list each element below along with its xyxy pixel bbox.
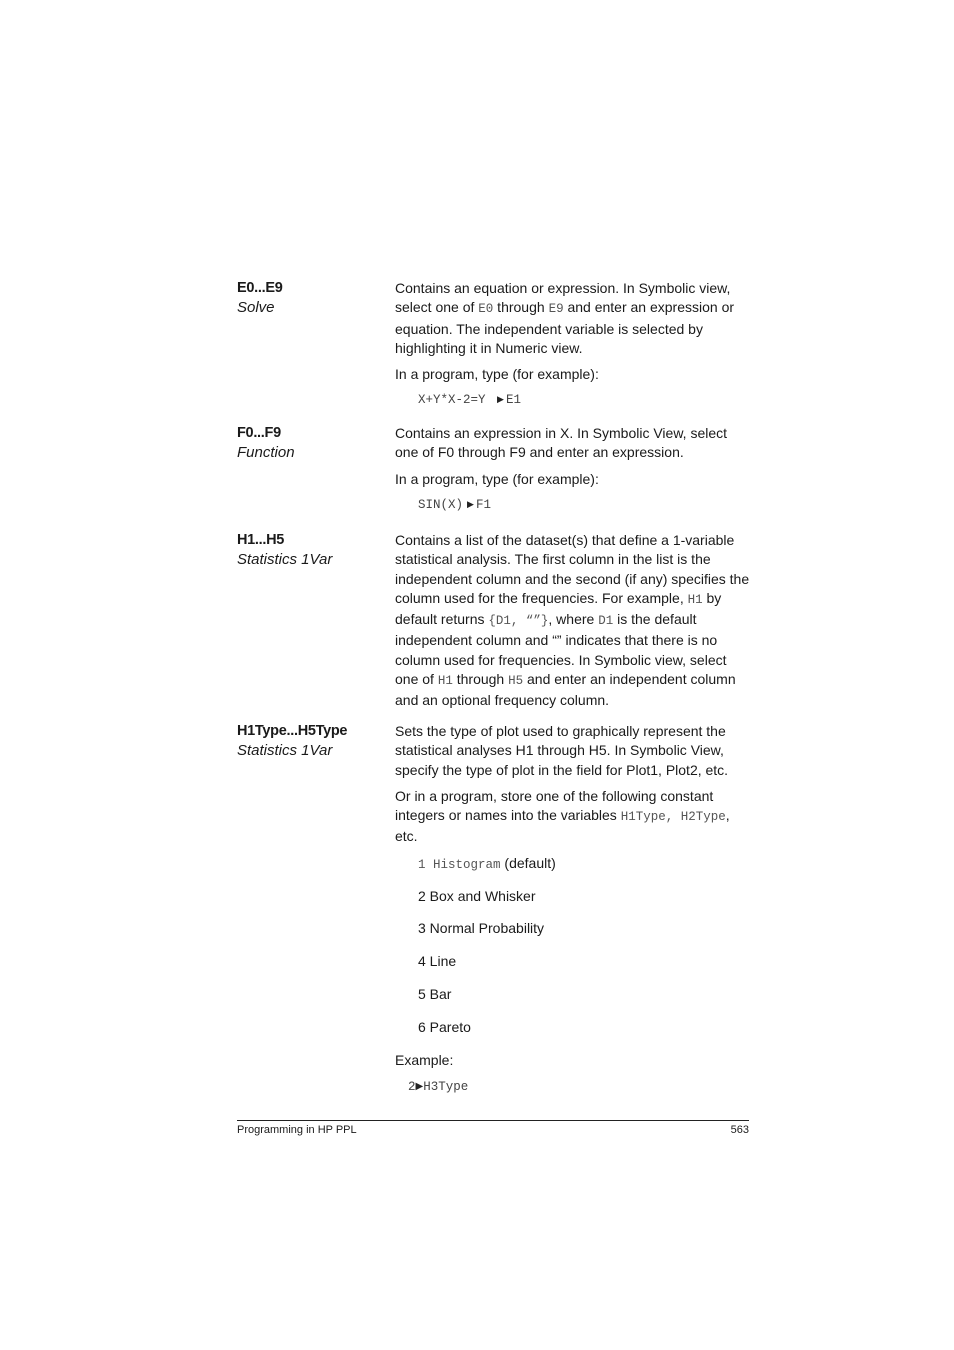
description-paragraph xyxy=(395,279,750,358)
option-note: (default) xyxy=(500,854,556,871)
text: through xyxy=(452,671,509,688)
store-arrow-icon: ▶ xyxy=(467,499,474,510)
code-text: 2 xyxy=(408,1079,416,1094)
code-example xyxy=(395,391,750,410)
store-arrow-icon: ▶ xyxy=(497,395,504,406)
entry-description xyxy=(395,424,750,522)
entry-category: Statistics 1Var xyxy=(237,742,333,759)
page-number: 563 xyxy=(730,1124,749,1136)
text: by default returns xyxy=(395,589,722,628)
code-text: E1 xyxy=(505,393,521,408)
code-example xyxy=(395,496,750,515)
plot-type-option: 5 Bar xyxy=(418,985,452,1002)
plot-type-option xyxy=(395,854,750,880)
code-text: F1 xyxy=(475,497,491,512)
plot-type-option: 4 Line xyxy=(418,953,457,970)
text: Contains an equation or expression. In Symbolic view, select one of xyxy=(395,280,731,316)
store-arrow-icon: ▶ xyxy=(415,1080,424,1092)
plot-type-option: 3 Normal Probability xyxy=(418,920,545,937)
text: Contains a list of the dataset(s) that define a 1-variable statistical analysis. The first column in the list is the independent column and the second (if any) specifies the column used for the frequencies. For example, xyxy=(395,532,750,606)
text: and enter an independent column and an optional frequency column. xyxy=(395,671,736,709)
text: , where xyxy=(548,611,599,628)
text: , etc. xyxy=(395,807,730,845)
variable-name: D1 xyxy=(598,614,614,629)
entry-term xyxy=(237,279,387,317)
code-text: X+Y*X-2=Y xyxy=(418,393,486,408)
entry-category: Statistics 1Var xyxy=(237,551,333,568)
variable-name: H1 xyxy=(437,674,453,689)
variable-name: H1 xyxy=(687,592,703,607)
plot-type-option: 2 Box and Whisker xyxy=(418,887,536,904)
description-paragraph: Sets the type of plot used to graphically represent the statistical analyses H1 through H5. In Symbolic View, specify the type of plot in the field for Plot1, Plot2, etc. xyxy=(395,723,729,778)
entry-name: E0...E9 xyxy=(237,280,283,296)
entry-description xyxy=(395,279,750,417)
variable-name: H1Type, H2Type xyxy=(620,810,726,825)
entry-name: H1...H5 xyxy=(237,532,285,548)
description-paragraph: In a program, type (for example): xyxy=(395,366,599,383)
text: through xyxy=(493,299,549,316)
footer-section-title: Programming in HP PPL xyxy=(237,1124,357,1136)
entry-term xyxy=(237,722,387,760)
code-text: SIN(X) xyxy=(418,497,464,512)
example-label: Example: xyxy=(395,1051,454,1068)
description-paragraph xyxy=(395,531,750,711)
description-paragraph: In a program, type (for example): xyxy=(395,470,599,487)
variable-name: E9 xyxy=(548,302,564,317)
text: Or in a program, store one of the following constant integers or names into the variables xyxy=(395,787,714,824)
variable-name: H5 xyxy=(508,674,524,689)
entry-term xyxy=(237,424,387,462)
footer-rule xyxy=(237,1120,749,1121)
text: is the default independent column and “” indicates that there is no column used for frequencies. In Symbolic view, select one of xyxy=(395,611,727,688)
code-text: H3Type xyxy=(423,1079,469,1094)
entry-name: F0...F9 xyxy=(237,425,281,441)
entry-description xyxy=(395,722,750,1104)
code-example xyxy=(395,1077,750,1097)
text: and enter an expression or equation. The independent variable is selected by highlighting it in Numeric view. xyxy=(395,299,735,356)
description-paragraph xyxy=(395,787,750,847)
variable-name: {D1, “”} xyxy=(488,614,549,629)
option-code: 1 Histogram xyxy=(418,857,501,872)
variable-name: E0 xyxy=(478,302,494,317)
entry-category: Function xyxy=(237,444,295,461)
entry-category: Solve xyxy=(237,299,275,316)
plot-type-option: 6 Pareto xyxy=(418,1018,471,1035)
entry-description xyxy=(395,531,750,718)
description-paragraph: Contains an expression in X. In Symbolic View, select one of F0 through F9 and enter an expression. xyxy=(395,425,728,461)
entry-term xyxy=(237,531,387,569)
entry-name: H1Type...H5Type xyxy=(237,723,348,739)
